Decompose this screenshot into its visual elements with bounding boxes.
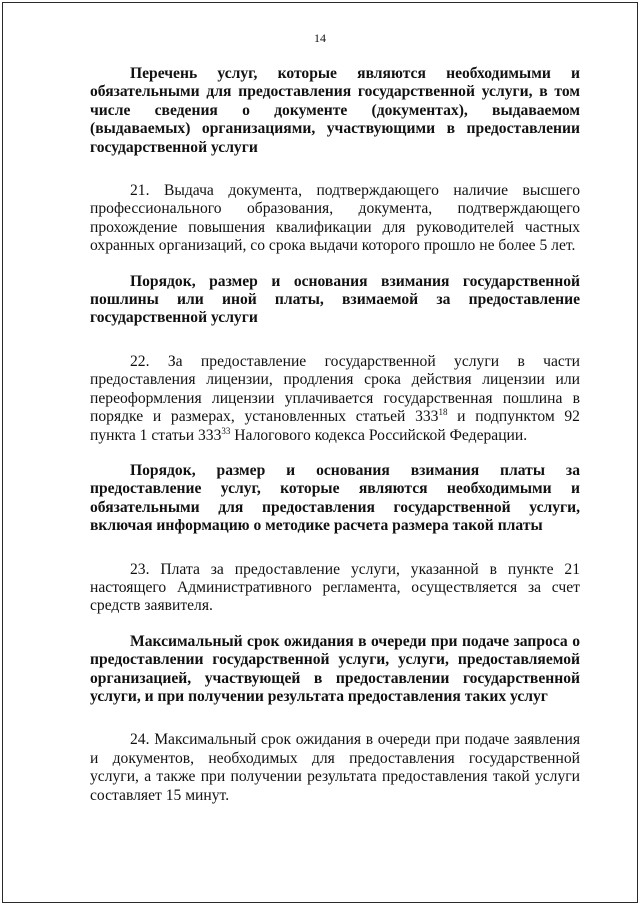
- document-body: [90, 58, 580, 805]
- section-heading-queue-time: Максимальный срок ожидания в очереди при подаче запроса о предоставлении государственной услуги, услуги, предоставляемой организацией, участвующей в предоставлении государственной услуги, и при получении результата предоставления таких услуг: [90, 632, 580, 705]
- paragraph-22-text-1: 22. За предоставление государственной услуги в части предоставления лицензии, продления срока действия лицензии или переоформления лицензии уплачивается государственная пошлина в порядке и размерах, установленных статьей 333: [90, 352, 580, 426]
- section-heading-required-services: Перечень услуг, которые являются необходимыми и обязательными для предоставления государственной услуги, в том числе сведения о документе (документах), выдаваемом (выдаваемых) организациями, участвующими в предоставлении государственной услуги: [90, 65, 580, 156]
- page-number: 14: [314, 31, 326, 45]
- paragraph-23: 23. Плата за предоставление услуги, указанной в пункте 21 настоящего Административного регламента, осуществляется за счет средств заявителя.: [90, 560, 580, 615]
- paragraph-24: 24. Максимальный срок ожидания в очереди при подаче заявления и документов, необходимых для предоставления государственной услуги, а также при получении результата предоставления такой услуги составляет 15 минут.: [90, 731, 580, 804]
- paragraph-22-text-2: и подпунктом 92 пункта 1 статьи 333: [90, 408, 580, 444]
- section-heading-state-fee: Порядок, размер и основания взимания государственной пошлины или иной платы, взимаемой за предоставление государственной услуги: [90, 272, 580, 327]
- superscript-33: 33: [221, 425, 231, 436]
- paragraph-22-text-3: Налогового кодекса Российской Федерации.: [230, 426, 528, 444]
- superscript-18: 18: [438, 406, 448, 417]
- paragraph-22: [90, 353, 580, 445]
- paragraph-21: 21. Выдача документа, подтверждающего наличие высшего профессионального образования, документа, подтверждающего прохождение повышения квалификации для руководителей частных охранных организаций, со срока выдачи которого прошло не более 5 лет.: [90, 182, 580, 255]
- section-heading-service-fee: Порядок, размер и основания взимания платы за предоставление услуг, которые являются необходимыми и обязательными для предоставления государственной услуги, включая информацию о методике расчета размера такой платы: [90, 461, 580, 535]
